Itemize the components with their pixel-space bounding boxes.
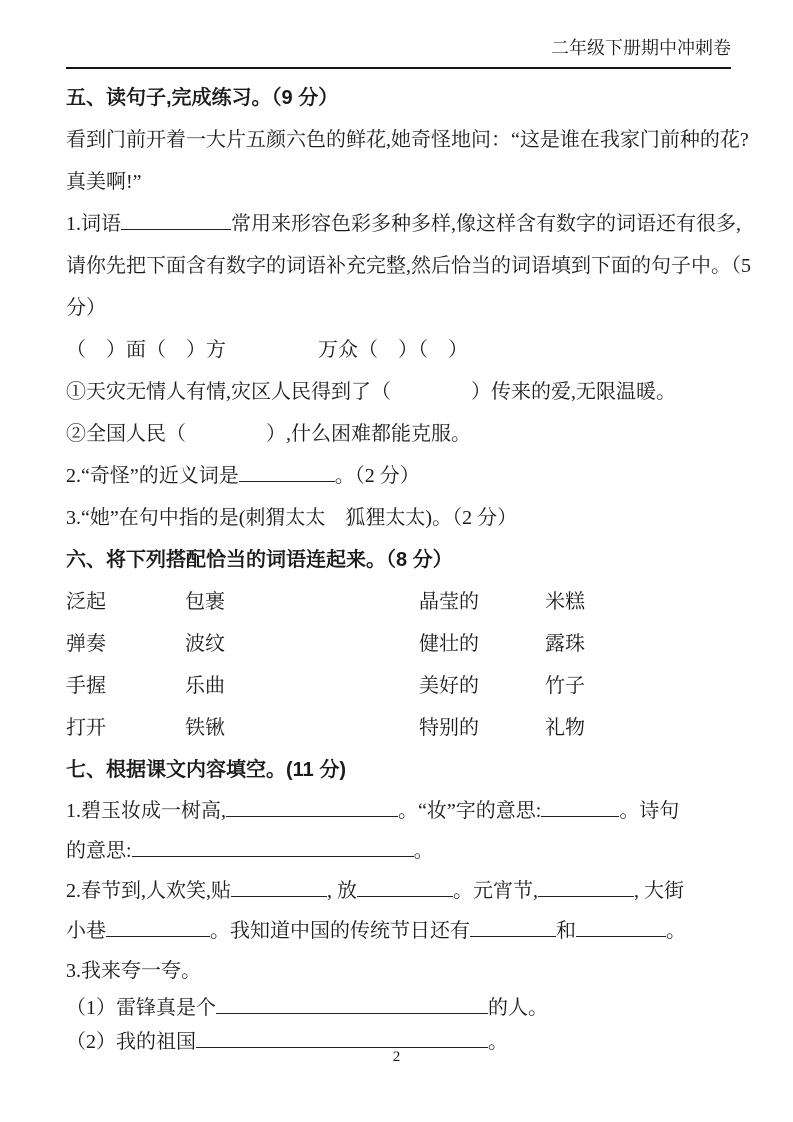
text-segment: 1.词语: [66, 213, 121, 235]
match-row: [66, 581, 731, 623]
text-segment: （ ）面（ ）方: [66, 339, 226, 361]
match-word: 晶莹的: [419, 591, 479, 613]
match-row: [66, 707, 731, 749]
text-line: [66, 161, 731, 203]
text-segment: 。: [666, 920, 686, 942]
match-row: [66, 665, 731, 707]
text-segment: 2.“奇怪”的近义词是: [66, 465, 239, 487]
text-segment: 常用来形容色彩多种多样,像这样含有数字的词语还有很多,: [231, 213, 741, 235]
match-word: 露珠: [545, 633, 585, 655]
section-six-title: 六、将下列搭配恰当的词语连起来。（8 分）: [66, 549, 453, 571]
text-segment: 的意思:: [66, 840, 132, 862]
match-table: [66, 581, 731, 749]
text-segment: 万众（ ）（ ）: [318, 339, 468, 361]
text-segment: ①天灾无情人有情,灾区人民得到了（ ）传来的爱,无限温暖。: [66, 381, 676, 403]
text-line: [66, 413, 731, 455]
text-line: [66, 245, 751, 287]
text-segment: 。元宵节,: [453, 880, 538, 902]
match-word: 铁锹: [185, 717, 225, 739]
match-word: 弹奏: [66, 633, 106, 655]
match-word: 特别的: [419, 717, 479, 739]
match-word: 波纹: [185, 633, 225, 655]
text-segment: 3.“她”在句中指的是(刺猬太太 狐狸太太)。（2 分）: [66, 507, 518, 529]
match-word: 竹子: [545, 675, 585, 697]
fill-in-blank: [216, 993, 488, 1014]
page-header: [66, 36, 731, 69]
header-title: 二年级下册期中冲刺卷: [551, 38, 731, 58]
text-segment: （1）雷锋真是个: [66, 997, 216, 1019]
text-segment: 3.我来夸一夸。: [66, 960, 201, 982]
fill-in-blank: [357, 876, 453, 897]
match-word: 泛起: [66, 591, 106, 613]
match-word: 健壮的: [419, 633, 479, 655]
text-line: [66, 791, 731, 831]
text-segment: （2）我的祖国: [66, 1031, 196, 1053]
text-segment: 。: [488, 1031, 508, 1053]
match-word: 手握: [66, 675, 106, 697]
text-segment: 分）: [66, 297, 106, 319]
text-segment: 真美啊!”: [66, 171, 142, 193]
text-line: [66, 287, 731, 329]
spacer: [226, 355, 318, 356]
page-number: 2: [392, 1049, 401, 1065]
text-line: [66, 951, 731, 991]
text-line: [66, 911, 731, 951]
text-line: [66, 203, 741, 245]
section-seven-body: [66, 791, 731, 991]
text-line: [66, 329, 731, 371]
text-segment: 2.春节到,人欢笑,贴: [66, 880, 231, 902]
text-segment: , 放: [327, 880, 357, 902]
text-segment: 请你先把下面含有数字的词语补充完整,然后恰当的词语填到下面的句子中。（5: [66, 255, 751, 277]
fill-in-blank: [239, 461, 335, 482]
match-word: 美好的: [419, 675, 479, 697]
text-segment: ②全国人民（ ）,什么困难都能克服。: [66, 423, 471, 445]
text-segment: 小巷: [66, 920, 106, 942]
section-seven: [66, 749, 731, 1059]
fill-in-blank: [106, 916, 210, 937]
section-five-title: 五、读句子,完成练习。（9 分）: [66, 87, 339, 109]
text-segment: 看到门前开着一大片五颜六色的鲜花,她奇怪地问：“这是谁在我家门前种的花?: [66, 129, 749, 151]
fill-in-blank: [196, 1027, 488, 1048]
fill-in-blank: [132, 836, 414, 857]
text-segment: 的人。: [488, 997, 548, 1019]
text-segment: 。诗句: [619, 800, 680, 822]
section-six: [66, 539, 731, 749]
text-line: [66, 455, 731, 497]
match-word: 礼物: [545, 717, 585, 739]
match-word: 乐曲: [185, 675, 225, 697]
text-segment: 。“妆”字的意思:: [398, 800, 542, 822]
text-line: [66, 119, 749, 161]
text-line: [66, 371, 731, 413]
text-segment: 和: [556, 920, 576, 942]
fill-in-blank: [538, 876, 634, 897]
text-line: [66, 831, 731, 871]
text-segment: 。我知道中国的传统节日还有: [210, 920, 470, 942]
match-word: 打开: [66, 717, 106, 739]
match-word: 米糕: [545, 591, 585, 613]
text-line: [66, 497, 731, 539]
text-line: [66, 991, 731, 1025]
fill-in-blank: [576, 916, 666, 937]
text-segment: 。（2 分）: [334, 465, 420, 487]
fill-in-blank: [470, 916, 556, 937]
section-five: [66, 77, 751, 539]
fill-in-blank: [541, 796, 619, 817]
fill-in-blank: [226, 796, 398, 817]
fill-in-blank: [231, 876, 327, 897]
section-five-body: [66, 119, 751, 539]
fill-in-blank: [121, 209, 231, 230]
text-segment: 1.碧玉妆成一树高,: [66, 800, 226, 822]
match-row: [66, 623, 731, 665]
text-segment: , 大街: [634, 880, 684, 902]
match-word: 包裹: [185, 591, 225, 613]
section-seven-title: 七、根据课文内容填空。(11 分): [66, 759, 347, 781]
text-line: [66, 871, 731, 911]
page-footer: [0, 1048, 793, 1066]
text-segment: 。: [413, 840, 434, 862]
